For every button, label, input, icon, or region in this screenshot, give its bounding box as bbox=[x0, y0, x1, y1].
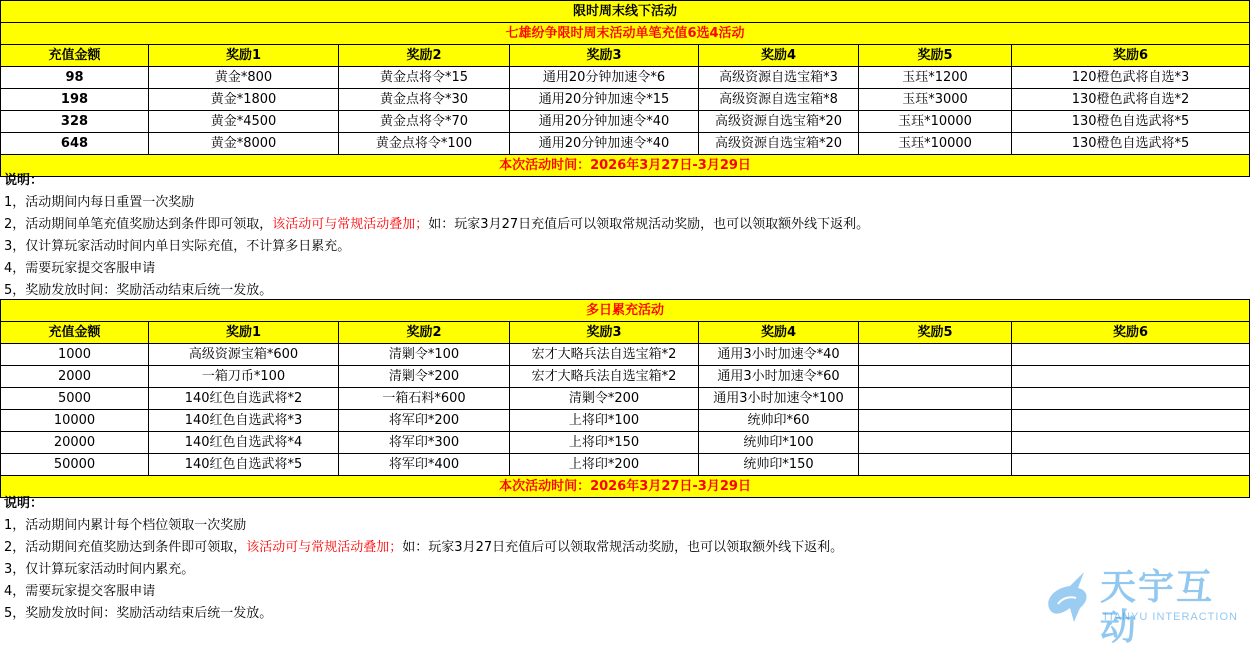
reward-cell: 通用20分钟加速令*15 bbox=[510, 89, 699, 111]
column-header: 奖励4 bbox=[699, 322, 859, 344]
logo-text-en: TIANYU INTERACTION bbox=[1102, 611, 1238, 623]
note-text: 如：玩家3月27日充值后可以领取常规活动奖励，也可以领取额外线下返利。 bbox=[428, 217, 870, 232]
amount-cell: 20000 bbox=[1, 432, 149, 454]
reward-cell: 一箱刀币*100 bbox=[149, 366, 339, 388]
notes2-line1: 1，活动期间内累计每个档位领取一次奖励 bbox=[4, 518, 247, 533]
section2-title: 多日累充活动 bbox=[1, 300, 1250, 322]
amount-cell: 2000 bbox=[1, 366, 149, 388]
reward-cell: 140红色自选武将*2 bbox=[149, 388, 339, 410]
column-header: 奖励5 bbox=[859, 45, 1012, 67]
reward-cell: 清剿令*200 bbox=[510, 388, 699, 410]
reward-cell: 黄金*800 bbox=[149, 67, 339, 89]
reward-cell: 上将印*150 bbox=[510, 432, 699, 454]
reward-cell: 玉珏*1200 bbox=[859, 67, 1012, 89]
notes1-line1: 1，活动期间内每日重置一次奖励 bbox=[4, 195, 195, 210]
reward-cell bbox=[859, 432, 1012, 454]
reward-cell: 通用20分钟加速令*6 bbox=[510, 67, 699, 89]
reward-cell: 140红色自选武将*4 bbox=[149, 432, 339, 454]
amount-cell: 5000 bbox=[1, 388, 149, 410]
section1-title: 七雄纷争限时周末活动单笔充值6选4活动 bbox=[1, 23, 1250, 45]
reward-cell: 统帅印*150 bbox=[699, 454, 859, 476]
reward-cell: 将军印*400 bbox=[339, 454, 510, 476]
reward-cell: 通用20分钟加速令*40 bbox=[510, 133, 699, 155]
table-row bbox=[1, 133, 1250, 155]
reward-cell bbox=[859, 454, 1012, 476]
notes-heading-text: 说明： bbox=[4, 496, 44, 511]
doc-title: 限时周末线下活动 bbox=[1, 1, 1250, 23]
reward-cell: 黄金点将令*15 bbox=[339, 67, 510, 89]
amount-cell: 10000 bbox=[1, 410, 149, 432]
amount-cell: 98 bbox=[1, 67, 149, 89]
column-header: 奖励5 bbox=[859, 322, 1012, 344]
table-row bbox=[1, 89, 1250, 111]
table-row bbox=[1, 344, 1250, 366]
reward-cell: 宏才大略兵法自选宝箱*2 bbox=[510, 344, 699, 366]
notes1-line5: 5，奖励发放时间：奖励活动结束后统一发放。 bbox=[4, 283, 273, 298]
reward-cell: 高级资源自选宝箱*8 bbox=[699, 89, 859, 111]
reward-cell bbox=[1012, 344, 1250, 366]
table-row bbox=[1, 388, 1250, 410]
reward-cell: 通用20分钟加速令*40 bbox=[510, 111, 699, 133]
reward-cell: 宏才大略兵法自选宝箱*2 bbox=[510, 366, 699, 388]
column-header: 奖励4 bbox=[699, 45, 859, 67]
section1-time-banner: 本次活动时间：2026年3月27日-3月29日 bbox=[1, 155, 1250, 177]
table-row bbox=[1, 67, 1250, 89]
column-header: 奖励1 bbox=[149, 45, 339, 67]
note-highlight: 该活动可与常规活动叠加； bbox=[246, 540, 403, 555]
column-header: 奖励3 bbox=[510, 45, 699, 67]
table-row bbox=[1, 111, 1250, 133]
reward-cell: 将军印*300 bbox=[339, 432, 510, 454]
reward-cell: 高级资源自选宝箱*20 bbox=[699, 111, 859, 133]
reward-cell: 120橙色武将自选*3 bbox=[1012, 67, 1250, 89]
amount-cell: 648 bbox=[1, 133, 149, 155]
notes-heading-text: 说明： bbox=[4, 173, 44, 188]
reward-cell: 通用3小时加速令*40 bbox=[699, 344, 859, 366]
column-header: 奖励3 bbox=[510, 322, 699, 344]
reward-cell: 将军印*200 bbox=[339, 410, 510, 432]
column-header: 充值金额 bbox=[1, 322, 149, 344]
notes1-line2 bbox=[4, 214, 869, 236]
column-header: 奖励6 bbox=[1012, 322, 1250, 344]
note-highlight: 该活动可与常规活动叠加； bbox=[272, 217, 429, 232]
table-row bbox=[1, 410, 1250, 432]
notes2-heading bbox=[4, 493, 43, 515]
reward-cell: 上将印*100 bbox=[510, 410, 699, 432]
amount-cell: 198 bbox=[1, 89, 149, 111]
reward-cell: 高级资源宝箱*600 bbox=[149, 344, 339, 366]
table-row bbox=[1, 366, 1250, 388]
reward-cell: 130橙色自选武将*5 bbox=[1012, 111, 1250, 133]
column-header: 奖励2 bbox=[339, 45, 510, 67]
reward-cell: 通用3小时加速令*100 bbox=[699, 388, 859, 410]
reward-cell: 黄金点将令*100 bbox=[339, 133, 510, 155]
reward-cell: 高级资源自选宝箱*20 bbox=[699, 133, 859, 155]
reward-cell bbox=[1012, 388, 1250, 410]
reward-cell bbox=[1012, 454, 1250, 476]
reward-cell bbox=[859, 410, 1012, 432]
reward-cell: 黄金*4500 bbox=[149, 111, 339, 133]
reward-cell: 一箱石料*600 bbox=[339, 388, 510, 410]
swirl-logo-icon bbox=[1040, 566, 1100, 624]
column-header: 奖励2 bbox=[339, 322, 510, 344]
section2-time-banner: 本次活动时间：2026年3月27日-3月29日 bbox=[1, 476, 1250, 498]
column-header: 奖励1 bbox=[149, 322, 339, 344]
reward-cell: 清剿令*100 bbox=[339, 344, 510, 366]
reward-cell: 黄金*8000 bbox=[149, 133, 339, 155]
notes2-line3: 3，仅计算玩家活动时间内累充。 bbox=[4, 562, 195, 577]
table-header-row bbox=[1, 45, 1250, 67]
reward-cell bbox=[859, 344, 1012, 366]
reward-cell: 高级资源自选宝箱*3 bbox=[699, 67, 859, 89]
note-text: 2，活动期间充值奖励达到条件即可领取， bbox=[4, 540, 247, 555]
table-cumulative-recharge bbox=[0, 299, 1250, 498]
table-row bbox=[1, 432, 1250, 454]
amount-cell: 1000 bbox=[1, 344, 149, 366]
reward-cell bbox=[1012, 432, 1250, 454]
notes1-line4: 4，需要玩家提交客服申请 bbox=[4, 261, 156, 276]
reward-cell: 统帅印*100 bbox=[699, 432, 859, 454]
column-header: 充值金额 bbox=[1, 45, 149, 67]
note-text: 如：玩家3月27日充值后可以领取常规活动奖励，也可以领取额外线下返利。 bbox=[402, 540, 844, 555]
column-header: 奖励6 bbox=[1012, 45, 1250, 67]
notes2-line4: 4，需要玩家提交客服申请 bbox=[4, 584, 156, 599]
reward-cell: 130橙色自选武将*5 bbox=[1012, 133, 1250, 155]
reward-cell: 黄金点将令*70 bbox=[339, 111, 510, 133]
reward-cell: 清剿令*200 bbox=[339, 366, 510, 388]
reward-cell: 130橙色武将自选*2 bbox=[1012, 89, 1250, 111]
logo-text-cn: 天宇互动 bbox=[1100, 567, 1215, 648]
table-row bbox=[1, 454, 1250, 476]
notes2-line5: 5，奖励发放时间：奖励活动结束后统一发放。 bbox=[4, 606, 273, 621]
note-text: 2，活动期间单笔充值奖励达到条件即可领取， bbox=[4, 217, 273, 232]
reward-cell: 玉珏*10000 bbox=[859, 111, 1012, 133]
reward-cell bbox=[859, 366, 1012, 388]
table-header-row bbox=[1, 322, 1250, 344]
table-single-recharge bbox=[0, 0, 1250, 177]
reward-cell: 140红色自选武将*5 bbox=[149, 454, 339, 476]
reward-cell: 黄金点将令*30 bbox=[339, 89, 510, 111]
tianyu-logo-watermark bbox=[1040, 566, 1245, 648]
reward-cell bbox=[859, 388, 1012, 410]
notes1-heading bbox=[4, 170, 43, 192]
reward-cell: 140红色自选武将*3 bbox=[149, 410, 339, 432]
reward-cell: 黄金*1800 bbox=[149, 89, 339, 111]
reward-cell: 玉珏*10000 bbox=[859, 133, 1012, 155]
notes1-line3: 3，仅计算玩家活动时间内单日实际充值，不计算多日累充。 bbox=[4, 239, 351, 254]
reward-cell bbox=[1012, 410, 1250, 432]
amount-cell: 50000 bbox=[1, 454, 149, 476]
reward-cell: 上将印*200 bbox=[510, 454, 699, 476]
reward-cell: 玉珏*3000 bbox=[859, 89, 1012, 111]
notes2-line2 bbox=[4, 537, 843, 559]
reward-cell bbox=[1012, 366, 1250, 388]
reward-cell: 通用3小时加速令*60 bbox=[699, 366, 859, 388]
reward-cell: 统帅印*60 bbox=[699, 410, 859, 432]
amount-cell: 328 bbox=[1, 111, 149, 133]
